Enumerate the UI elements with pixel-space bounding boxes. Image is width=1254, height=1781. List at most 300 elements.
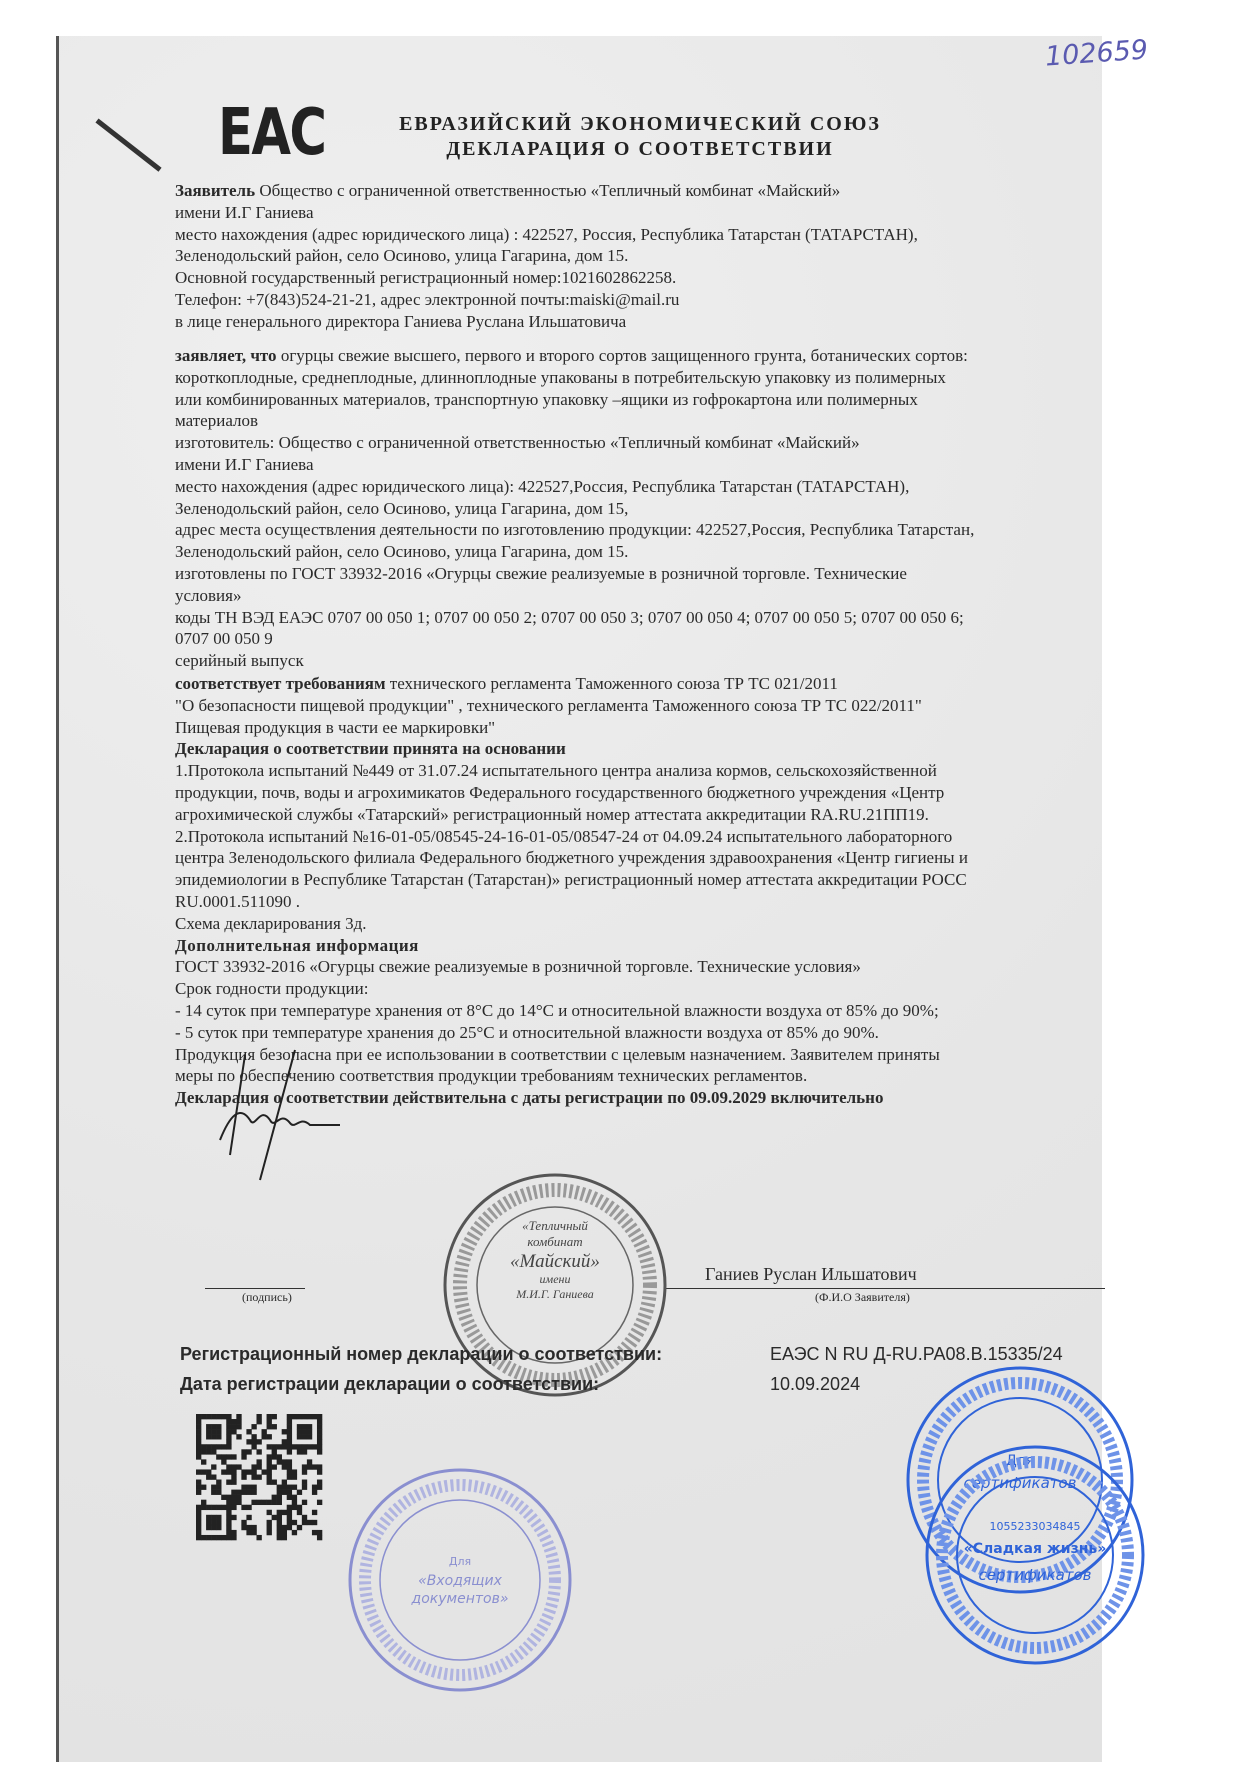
qr-module (277, 1525, 282, 1530)
qr-module (307, 1434, 312, 1439)
qr-module (231, 1429, 236, 1434)
qr-module (241, 1505, 246, 1510)
qr-code (196, 1414, 322, 1540)
eac-logo: EAC (218, 96, 326, 170)
qr-module (216, 1424, 221, 1429)
text-line: условия» (175, 585, 242, 605)
qr-module (302, 1434, 307, 1439)
qr-module (262, 1500, 267, 1505)
applicant-section (175, 180, 1165, 333)
qr-module (292, 1505, 297, 1510)
validity-line: Декларация о соответствии действительна с даты регистрации по 09.09.2029 включительно (175, 1088, 884, 1108)
company-stamp (440, 1170, 670, 1400)
qr-module (267, 1454, 272, 1459)
text-line: изготовлены по ГОСТ 33932-2016 «Огурцы свежие реализуемые в розничной торговле. Технические (175, 563, 907, 583)
qr-module (246, 1515, 251, 1520)
qr-module (297, 1510, 302, 1515)
qr-module (216, 1429, 221, 1434)
qr-module (226, 1439, 231, 1444)
qr-module (236, 1434, 241, 1439)
text-line: имени И.Г Ганиева (175, 202, 314, 222)
qr-module (246, 1469, 251, 1474)
qr-module (251, 1464, 256, 1469)
qr-module (196, 1505, 201, 1510)
text-line: место нахождения (адрес юридического лица): 422527,Россия, Республика Татарстан (ТАТАРСТАН), (175, 476, 910, 496)
qr-module (292, 1485, 297, 1490)
qr-module (196, 1535, 201, 1540)
qr-module (226, 1495, 231, 1500)
qr-module (231, 1424, 236, 1429)
qr-module (201, 1449, 206, 1454)
blue-sladkaya-zhizn-stamp (920, 1440, 1150, 1670)
qr-module (251, 1434, 256, 1439)
qr-module (317, 1424, 322, 1429)
text-line: продукции, почв, воды и агрохимикатов Федерального государственного бюджетного учреждения «Центр (175, 782, 945, 802)
text-line: 1.Протокола испытаний №449 от 31.07.24 испытательного центра анализа кормов, сельскохозяйственной (175, 761, 937, 781)
qr-module (307, 1424, 312, 1429)
qr-module (302, 1414, 307, 1419)
qr-module (216, 1480, 221, 1485)
qr-module (246, 1530, 251, 1535)
qr-module (267, 1424, 272, 1429)
qr-module (231, 1419, 236, 1424)
qr-module (282, 1510, 287, 1515)
qr-module (206, 1515, 211, 1520)
qr-module (317, 1535, 322, 1540)
qr-module (267, 1510, 272, 1515)
qr-module (282, 1429, 287, 1434)
qr-module (216, 1525, 221, 1530)
text-line: Основной государственный регистрационный номер:1021602862258. (175, 268, 677, 288)
qr-module (302, 1449, 307, 1454)
qr-module (256, 1464, 261, 1469)
qr-module (287, 1474, 292, 1479)
text-line: "О безопасности пищевой продукции" , технического регламента Таможенного союза ТР ТС 022/2011" (175, 695, 922, 715)
qr-module (211, 1414, 216, 1419)
qr-module (272, 1500, 277, 1505)
qr-module (211, 1449, 216, 1454)
qr-module (206, 1434, 211, 1439)
qr-module (272, 1464, 277, 1469)
text-line: эпидемиологии в Республике Татарстан (Татарстан)» регистрационный номер аттестата аккредитации РОСС (175, 870, 967, 890)
qr-module (226, 1510, 231, 1515)
qr-module (267, 1434, 272, 1439)
qr-module (241, 1454, 246, 1459)
qr-module (267, 1444, 272, 1449)
svg-text:имени: имени (539, 1272, 571, 1286)
qr-module (287, 1414, 292, 1419)
qr-module (317, 1419, 322, 1424)
qr-module (211, 1464, 216, 1469)
text-line: в лице генерального директора Ганиева Руслана Ильшатовича (175, 311, 627, 331)
qr-module (246, 1485, 251, 1490)
qr-module (196, 1469, 201, 1474)
qr-module (251, 1444, 256, 1449)
qr-module (226, 1505, 231, 1510)
qr-module (282, 1459, 287, 1464)
qr-module (231, 1480, 236, 1485)
qr-module (297, 1414, 302, 1419)
svg-text:М.И.Г. Ганиева: М.И.Г. Ганиева (516, 1287, 594, 1301)
qr-module (196, 1485, 201, 1490)
qr-module (256, 1414, 261, 1419)
text-line: короткоплодные, среднеплодные, длинноплодные упакованы в потребительскую упаковку из полимерных (175, 367, 946, 387)
svg-text:1055233034845: 1055233034845 (989, 1520, 1081, 1533)
qr-module (287, 1495, 292, 1500)
text-line: изготовитель: Общество с ограниченной ответственностью «Тепличный комбинат «Майский» (175, 433, 860, 453)
qr-module (221, 1495, 226, 1500)
svg-text:Для: Для (1005, 1453, 1035, 1469)
qr-module (282, 1530, 287, 1535)
qr-module (226, 1414, 231, 1419)
qr-module (267, 1520, 272, 1525)
qr-module (231, 1505, 236, 1510)
qr-module (282, 1490, 287, 1495)
qr-module (236, 1500, 241, 1505)
qr-module (231, 1469, 236, 1474)
qr-module (216, 1485, 221, 1490)
qr-module (317, 1500, 322, 1505)
qr-module (277, 1510, 282, 1515)
qr-module (211, 1485, 216, 1490)
qr-module (251, 1474, 256, 1479)
qr-module (211, 1490, 216, 1495)
qr-module (302, 1444, 307, 1449)
qr-module (267, 1419, 272, 1424)
svg-text:«Сладкая жизнь»: «Сладкая жизнь» (963, 1541, 1107, 1557)
qr-module (226, 1424, 231, 1429)
qr-module (221, 1414, 226, 1419)
qr-module (292, 1444, 297, 1449)
qr-module (226, 1525, 231, 1530)
qr-module (206, 1520, 211, 1525)
qr-module (317, 1444, 322, 1449)
qr-module (196, 1444, 201, 1449)
qr-module (277, 1495, 282, 1500)
qr-module (287, 1424, 292, 1429)
qr-module (231, 1515, 236, 1520)
qr-module (241, 1520, 246, 1525)
qr-module (312, 1444, 317, 1449)
qr-module (297, 1444, 302, 1449)
qr-module (226, 1515, 231, 1520)
qr-module (287, 1459, 292, 1464)
qr-module (221, 1505, 226, 1510)
qr-module (297, 1429, 302, 1434)
text-line: заявляет, что огурцы свежие высшего, первого и второго сортов защищенного грунта, ботанических сортов: (175, 346, 968, 365)
qr-module (287, 1525, 292, 1530)
qr-module (206, 1474, 211, 1479)
qr-module (312, 1530, 317, 1535)
qr-module (282, 1480, 287, 1485)
svg-text:«Входящих: «Входящих (418, 1573, 502, 1589)
qr-module (241, 1469, 246, 1474)
qr-module (196, 1454, 201, 1459)
qr-module (272, 1480, 277, 1485)
qr-module (226, 1464, 231, 1469)
qr-module (211, 1429, 216, 1434)
qr-module (302, 1464, 307, 1469)
qr-module (282, 1444, 287, 1449)
document-title (340, 112, 940, 162)
text-line: или комбинированных материалов, транспортную упаковку –ящики из гофрокартона или полимерных (175, 389, 918, 409)
qr-module (241, 1525, 246, 1530)
qr-module (246, 1490, 251, 1495)
name-line (665, 1288, 1105, 1289)
conformity-section (175, 673, 1165, 1109)
qr-module (226, 1429, 231, 1434)
qr-module (317, 1480, 322, 1485)
qr-module (216, 1505, 221, 1510)
qr-module (282, 1485, 287, 1490)
qr-module (272, 1414, 277, 1419)
text-line: RU.0001.511090 . (175, 891, 300, 911)
qr-module (277, 1490, 282, 1495)
qr-module (246, 1429, 251, 1434)
qr-module (267, 1500, 272, 1505)
qr-module (231, 1454, 236, 1459)
qr-module (287, 1485, 292, 1490)
qr-module (246, 1525, 251, 1530)
svg-text:сертификатов: сертификатов (963, 1474, 1077, 1492)
qr-module (236, 1495, 241, 1500)
qr-module (201, 1414, 206, 1419)
qr-module (292, 1500, 297, 1505)
svg-text:«Тепличный: «Тепличный (522, 1218, 588, 1233)
qr-module (241, 1490, 246, 1495)
qr-module (277, 1535, 282, 1540)
qr-module (277, 1485, 282, 1490)
qr-module (201, 1505, 206, 1510)
qr-module (196, 1490, 201, 1495)
qr-module (221, 1444, 226, 1449)
text-line: Срок годности продукции: (175, 979, 369, 999)
qr-module (196, 1520, 201, 1525)
text-line: имени И.Г Ганиева (175, 454, 314, 474)
qr-module (277, 1530, 282, 1535)
qr-module (267, 1525, 272, 1530)
qr-module (272, 1424, 277, 1429)
qr-module (302, 1500, 307, 1505)
qr-module (287, 1434, 292, 1439)
qr-module (287, 1515, 292, 1520)
incoming-documents-stamp (345, 1465, 575, 1695)
qr-module (201, 1469, 206, 1474)
qr-module (302, 1429, 307, 1434)
qr-module (267, 1414, 272, 1419)
qr-module (246, 1505, 251, 1510)
qr-module (312, 1485, 317, 1490)
qr-module (302, 1469, 307, 1474)
title-line-2: ДЕКЛАРАЦИЯ О СООТВЕТСТВИИ (446, 138, 834, 160)
qr-module (317, 1414, 322, 1419)
qr-module (196, 1419, 201, 1424)
registration-date-label: Дата регистрации декларации о соответствии: (180, 1374, 600, 1394)
qr-module (302, 1520, 307, 1525)
applicant-name: Ганиев Руслан Ильшатович (705, 1264, 917, 1284)
qr-module (277, 1500, 282, 1505)
extra-heading: Дополнительная информация (175, 935, 419, 955)
qr-module (216, 1434, 221, 1439)
qr-module (251, 1500, 256, 1505)
qr-module (272, 1495, 277, 1500)
qr-module (236, 1490, 241, 1495)
qr-module (292, 1474, 297, 1479)
qr-module (226, 1480, 231, 1485)
qr-module (267, 1474, 272, 1479)
qr-module (211, 1525, 216, 1530)
qr-module (297, 1424, 302, 1429)
qr-module (262, 1434, 267, 1439)
qr-module (211, 1474, 216, 1479)
qr-module (272, 1515, 277, 1520)
qr-module (216, 1535, 221, 1540)
qr-module (196, 1414, 201, 1419)
qr-module (307, 1464, 312, 1469)
text-line: Зеленодольский район, село Осиново, улица Гагарина, дом 15. (175, 542, 629, 562)
qr-module (196, 1439, 201, 1444)
qr-module (236, 1464, 241, 1469)
qr-module (211, 1505, 216, 1510)
qr-module (251, 1485, 256, 1490)
qr-module (256, 1459, 261, 1464)
qr-module (297, 1490, 302, 1495)
text-line: Зеленодольский район, село Осиново, улица Гагарина, дом 15. (175, 246, 629, 266)
text-line: Схема декларирования 3д. (175, 913, 367, 933)
qr-module (236, 1419, 241, 1424)
qr-module (307, 1429, 312, 1434)
declaration-section (175, 345, 1165, 672)
qr-module (196, 1480, 201, 1485)
qr-module (211, 1444, 216, 1449)
svg-text:сертификатов: сертификатов (978, 1566, 1092, 1584)
qr-module (267, 1469, 272, 1474)
qr-module (201, 1535, 206, 1540)
text-line: Телефон: +7(843)524-21-21, адрес электронной почты:maiski@mail.ru (175, 289, 680, 309)
qr-module (226, 1469, 231, 1474)
text-line: Зеленодольский район, село Осиново, улица Гагарина, дом 15, (175, 498, 629, 518)
qr-module (256, 1449, 261, 1454)
title-line-1: ЕВРАЗИЙСКИЙ ЭКОНОМИЧЕСКИЙ СОЮЗ (399, 113, 881, 135)
qr-module (282, 1439, 287, 1444)
qr-module (211, 1434, 216, 1439)
qr-module (226, 1419, 231, 1424)
qr-module (277, 1520, 282, 1525)
text-line: 2.Протокола испытаний №16-01-05/08545-24-16-01-05/08547-24 от 04.09.24 испытательного лабораторного (175, 826, 953, 846)
qr-module (302, 1485, 307, 1490)
qr-module (312, 1520, 317, 1525)
svg-text:«Майский»: «Майский» (510, 1251, 600, 1272)
qr-module (221, 1459, 226, 1464)
qr-module (256, 1535, 261, 1540)
qr-module (231, 1490, 236, 1495)
qr-module (256, 1500, 261, 1505)
qr-module (206, 1449, 211, 1454)
text-line: серийный выпуск (175, 651, 304, 671)
qr-module (272, 1454, 277, 1459)
qr-module (236, 1414, 241, 1419)
qr-module (287, 1510, 292, 1515)
qr-module (287, 1464, 292, 1469)
qr-module (216, 1414, 221, 1419)
svg-text:комбинат: комбинат (527, 1234, 583, 1249)
qr-module (297, 1505, 302, 1510)
qr-module (267, 1464, 272, 1469)
qr-module (287, 1490, 292, 1495)
qr-module (256, 1439, 261, 1444)
qr-module (292, 1520, 297, 1525)
qr-module (251, 1469, 256, 1474)
qr-module (216, 1454, 221, 1459)
qr-module (231, 1535, 236, 1540)
qr-module (297, 1525, 302, 1530)
qr-module (262, 1469, 267, 1474)
qr-module (211, 1535, 216, 1540)
qr-module (317, 1530, 322, 1535)
qr-module (287, 1449, 292, 1454)
qr-module (241, 1449, 246, 1454)
qr-module (216, 1520, 221, 1525)
qr-module (231, 1495, 236, 1500)
qr-module (307, 1444, 312, 1449)
qr-module (272, 1449, 277, 1454)
qr-module (221, 1469, 226, 1474)
qr-module (251, 1530, 256, 1535)
qr-module (282, 1464, 287, 1469)
qr-module (302, 1480, 307, 1485)
qr-module (206, 1429, 211, 1434)
qr-module (277, 1515, 282, 1520)
qr-module (287, 1520, 292, 1525)
qr-module (241, 1474, 246, 1479)
qr-module (216, 1490, 221, 1495)
qr-module (292, 1469, 297, 1474)
qr-module (277, 1454, 282, 1459)
qr-module (302, 1515, 307, 1520)
qr-module (196, 1424, 201, 1429)
qr-module (267, 1530, 272, 1535)
qr-module (196, 1449, 201, 1454)
qr-module (317, 1449, 322, 1454)
svg-text:Для: Для (448, 1555, 472, 1568)
qr-module (256, 1474, 261, 1479)
qr-module (226, 1434, 231, 1439)
qr-module (221, 1454, 226, 1459)
qr-module (196, 1530, 201, 1535)
qr-module (256, 1419, 261, 1424)
qr-module (317, 1439, 322, 1444)
qr-module (251, 1439, 256, 1444)
qr-module (251, 1490, 256, 1495)
text-line: адрес места осуществления деятельности по изготовлению продукции: 422527,Россия, Республика Татарстан, (175, 520, 975, 540)
qr-module (277, 1444, 282, 1449)
qr-module (196, 1515, 201, 1520)
qr-module (302, 1424, 307, 1429)
qr-module (287, 1505, 292, 1510)
qr-module (317, 1485, 322, 1490)
qr-module (297, 1449, 302, 1454)
qr-module (307, 1520, 312, 1525)
qr-module (211, 1520, 216, 1525)
qr-module (201, 1444, 206, 1449)
qr-module (267, 1459, 272, 1464)
text-line: - 14 суток при температуре хранения от 8°С до 14°С и относительной влажности воздуха от 85% до 90%; (175, 1000, 939, 1020)
qr-module (226, 1530, 231, 1535)
qr-module (201, 1459, 206, 1464)
qr-module (246, 1439, 251, 1444)
qr-module (206, 1424, 211, 1429)
qr-module (231, 1500, 236, 1505)
